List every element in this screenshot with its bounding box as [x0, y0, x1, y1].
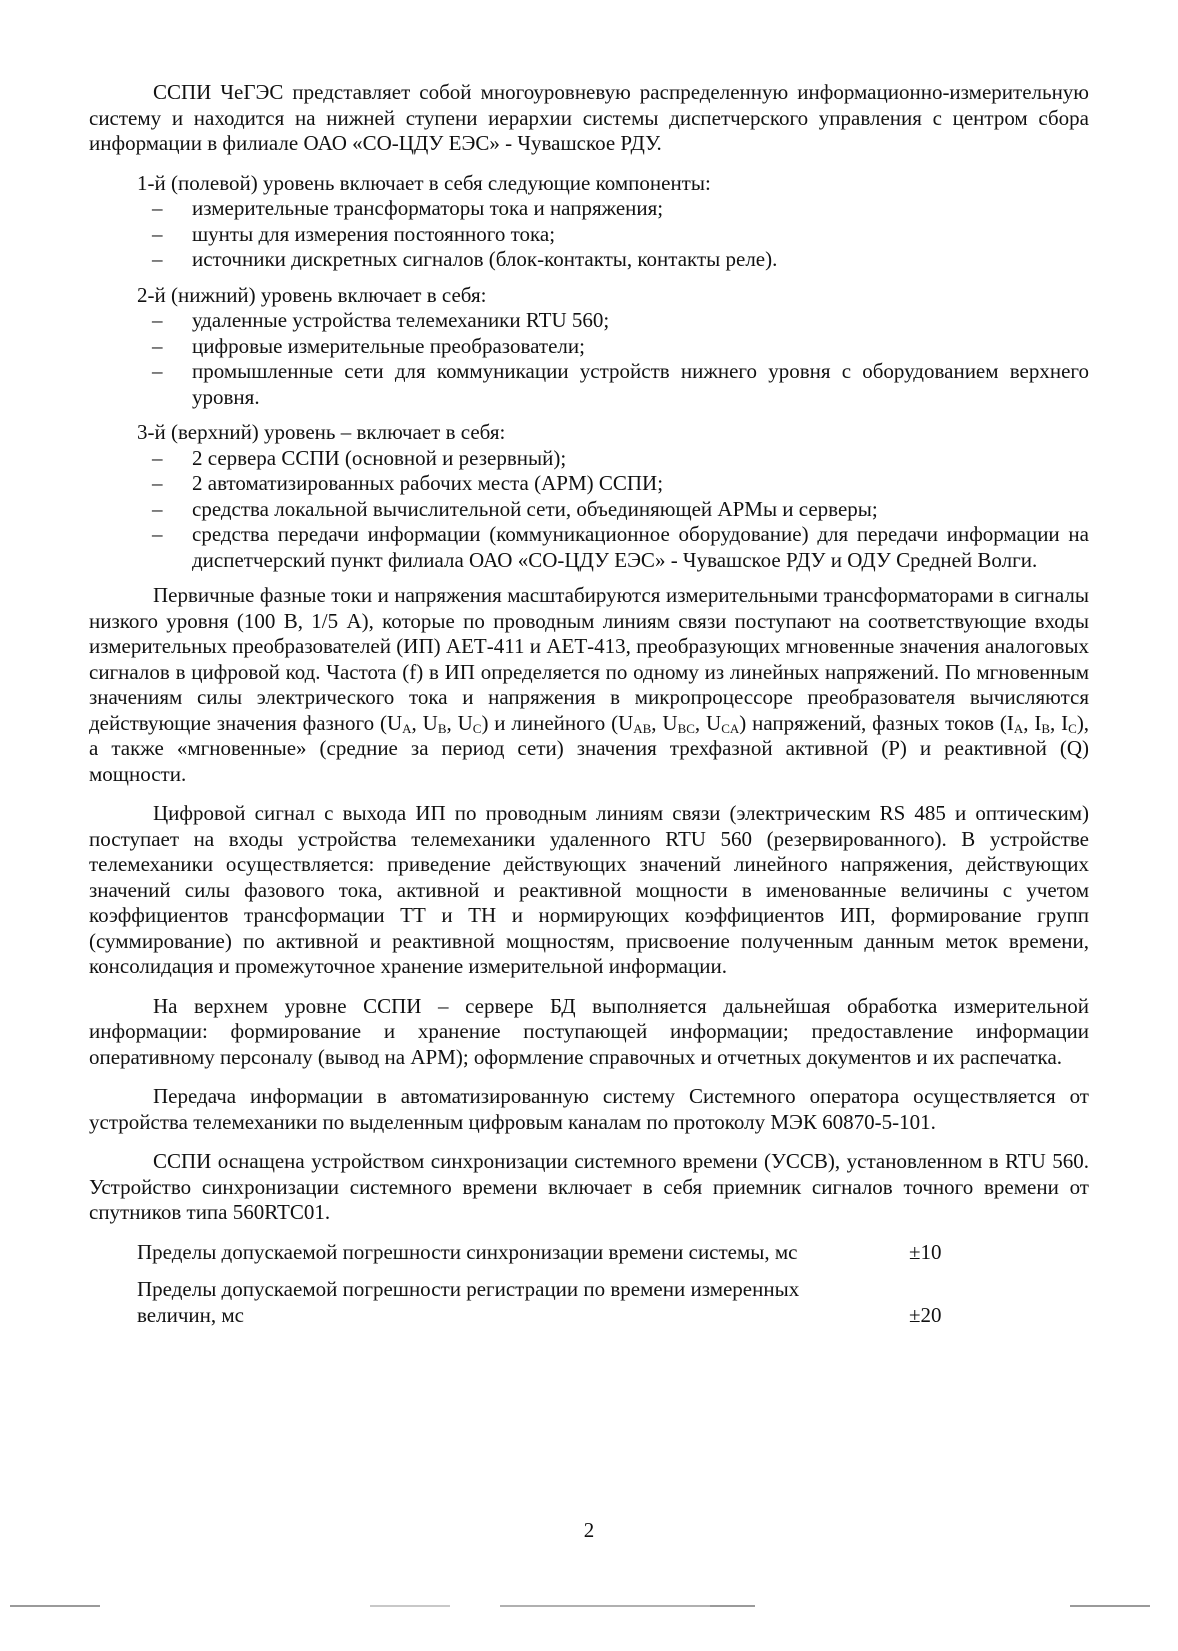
limit-value: ±10: [909, 1239, 942, 1264]
list-item: [89, 522, 1089, 573]
list-item: [89, 359, 1089, 410]
list-item-text: средства передачи информации (коммуникационное оборудование) для передачи информации на диспетчерский пункт филиала ОАО «СО-ЦДУ ЕЭС» - Чувашское РДУ и ОДУ Средней Волги.: [192, 522, 1089, 572]
intro-paragraph: ССПИ ЧеГЭС представляет собой многоуровневую распределенную информационно-измерительную систему и находится на нижней ступени иерархии системы диспетчерского управления с центром сбора информации в филиале ОАО «СО-ЦДУ ЕЭС» - Чувашское РДУ.: [89, 80, 1089, 155]
dash-bullet: –: [152, 522, 163, 546]
list-item-text: 2 сервера ССПИ (основной и резервный);: [192, 445, 567, 470]
page-number: 2: [583, 1518, 595, 1542]
list-item-text: удаленные устройства телемеханики RTU 560;: [192, 308, 610, 332]
dash-bullet: –: [152, 471, 163, 495]
level-1-list: [89, 196, 1089, 273]
list-item: [89, 446, 1089, 472]
list-item: [89, 471, 1089, 497]
dash-bullet: –: [152, 196, 163, 220]
list-item: [89, 222, 1089, 248]
list-item: [89, 196, 1089, 222]
list-item-text: промышленные сети для коммуникации устройств нижнего уровня с оборудованием верхнего уровня.: [192, 359, 1089, 409]
time-sync-paragraph: ССПИ оснащена устройством синхронизации системного времени (УССВ), установленном в RTU 560. Устройство синхронизации системного времени включает в себя приемник сигналов точного времени от спутников типа 560RTC01.: [89, 1149, 1089, 1224]
level-2-list: [89, 308, 1089, 410]
document-page: [89, 80, 1089, 1340]
symbol-ua: $U_A$: [386, 710, 412, 736]
level-3-list: [89, 446, 1089, 574]
list-item-text: средства локальной вычислительной сети, объединяющей АРМы и серверы;: [192, 496, 878, 521]
symbol-ib: $I_B$: [1034, 710, 1051, 736]
limit-value: ±20: [909, 1302, 942, 1327]
level-1-heading: 1-й (полевой) уровень включает в себя следующие компоненты:: [137, 170, 711, 195]
dash-bullet: –: [152, 247, 163, 271]
limit-row-sync: [89, 1240, 1089, 1266]
data-transfer-paragraph: Передача информации в автоматизированную систему Системного оператора осуществляется от устройства телемеханики по выделенным цифровым каналам по протоколу МЭК 60870-5-101.: [89, 1084, 1089, 1134]
dash-bullet: –: [152, 221, 163, 246]
digital-signal-paragraph: Цифровой сигнал с выхода ИП по проводным линиям связи (электрическим RS 485 и оптическим) поступает на входы устройства телемеханики удаленного RTU 560 (резервированного). В устройстве телемеханики осуществляется: приведение действующих значений линейного напряжения, действующих значений силы фазового тока, активной и реактивной мощности в именованные величины с учетом коэффициентов трансформации ТТ и ТН и нормирующих коэффициентов ИП, формирование групп (суммирование) по активной и реактивной мощностям, присвоение полученным данным меток времени, консолидация и промежуточное хранение измерительной информации.: [89, 801, 1089, 978]
list-item-text: шунты для измерения постоянного тока;: [192, 221, 556, 246]
limit-row-registration: [89, 1277, 1089, 1328]
dash-bullet: –: [152, 308, 163, 332]
symbol-ia: $I_A$: [1006, 710, 1024, 736]
dash-bullet: –: [152, 333, 163, 358]
dash-bullet: –: [152, 359, 163, 383]
list-item-text: цифровые измерительные преобразователи;: [192, 333, 585, 358]
scan-artifact-line: [710, 1605, 755, 1607]
list-item-text: 2 автоматизированных рабочих места (АРМ) ССПИ;: [192, 471, 664, 495]
level-3-heading: 3-й (верхний) уровень – включает в себя:: [137, 420, 506, 444]
error-limits: [89, 1240, 1089, 1329]
upper-level-paragraph: На верхнем уровне ССПИ – сервере БД выполняется дальнейшая обработка измерительной информации: формирование и хранение поступающей информации; предоставление информации оперативному персоналу (вывод на АРМ); оформление справочных и отчетных документов и их распечатка.: [89, 993, 1089, 1069]
scan-artifact-line: [10, 1605, 100, 1607]
symbol-ic: $I_C$: [1061, 710, 1077, 736]
scan-artifact-line: [370, 1605, 450, 1607]
symbol-uc: $U_C$: [457, 710, 482, 736]
dash-bullet: –: [152, 445, 163, 470]
dash-bullet: –: [152, 496, 163, 521]
list-item-text: источники дискретных сигналов (блок-контакты, контакты реле).: [192, 247, 778, 271]
limit-label: Пределы допускаемой погрешности регистрации по времени измеренных величин, мс: [137, 1277, 800, 1327]
scan-artifact-line: [1070, 1605, 1150, 1607]
list-item: [89, 247, 1089, 273]
symbol-uab: $U_{AB}$: [618, 710, 652, 736]
symbol-ub: $U_B$: [422, 710, 447, 736]
level-2-heading: 2-й (нижний) уровень включает в себя:: [137, 282, 487, 307]
symbol-uca: $U_{CA}$: [706, 710, 740, 736]
list-item: [89, 497, 1089, 523]
list-item-text: измерительные трансформаторы тока и напряжения;: [192, 196, 664, 220]
symbol-ubc: $U_{BC}$: [662, 710, 695, 736]
limit-label: Пределы допускаемой погрешности синхронизации времени системы, мс: [137, 1239, 798, 1264]
list-item: [89, 308, 1089, 334]
list-item: [89, 334, 1089, 360]
primary-signals-paragraph: Первичные фазные токи и напряжения масштабируются измерительными трансформаторами в сигналы низкого уровня (100 В, 1/5 А), которые по проводным линиям связи поступают на соответствующие входы измерительных преобразователей (ИП) АЕТ-411 и АЕТ-413, преобразующих мгновенные значения аналоговых сигналов в цифровой код. Частота (f) в ИП определяется по одному из линейных напряжений. По мгновенным значениям силы электрического тока и напряжения в микропроцессоре преобразователя вычисляются действующие значения фазного ($U_A$, $U_B$, $U_C$) и линейного ($U_{AB}$, $U_{BC}$, $U_{CA}$) напряжений, фазных токов ($I_A$, $I_B$, $I_C$), а также «мгновенные» (средние за период сети) значения трехфазной активной (P) и реактивной (Q) мощности.: [89, 583, 1090, 786]
